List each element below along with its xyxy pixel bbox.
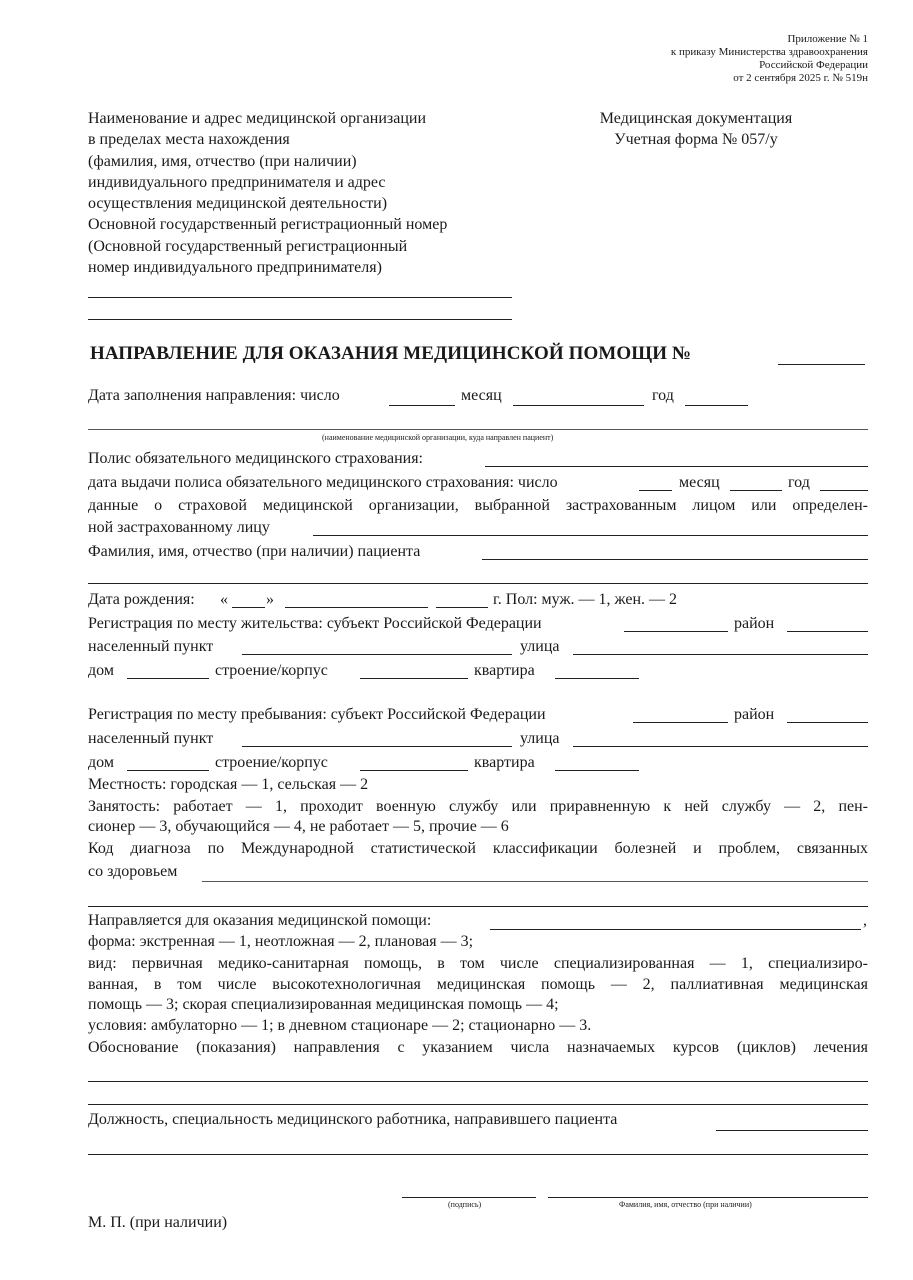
signature-field[interactable] (402, 1197, 536, 1198)
stay-apartment-field[interactable] (555, 770, 639, 771)
insurer-label-line-1: данные о страховой медицинской организации, выбранной застрахованным лицом или определен- (88, 497, 868, 514)
patient-name-field-2[interactable] (88, 583, 868, 584)
position-label: Должность, специальность медицинского работника, направившего пациента (88, 1111, 618, 1128)
fill-month-field[interactable] (513, 405, 644, 406)
appendix-line-1: Приложение № 1 (787, 33, 868, 45)
destination-org-caption: (наименование медицинской организации, куда направлен пациент) (322, 433, 554, 442)
residence-street-field[interactable] (573, 654, 868, 655)
stay-district-field[interactable] (787, 722, 868, 723)
justification-field-2[interactable] (88, 1104, 868, 1105)
org-line: индивидуального предпринимателя и адрес (88, 173, 386, 191)
insurer-label-line-2: ной застрахованному лицу (88, 519, 270, 536)
policy-issue-day-field[interactable] (639, 490, 672, 491)
birth-label: Дата рождения: (88, 591, 195, 608)
referral-form: форма: экстренная — 1, неотложная — 2, плановая — 3; (88, 933, 474, 950)
referral-kind-line-3: помощь — 3; скорая специализированная медицинская помощь — 4; (88, 996, 559, 1013)
residence-district-field[interactable] (787, 631, 868, 632)
birth-month-field[interactable] (285, 607, 428, 608)
stay-house-label: дом (88, 754, 114, 771)
referral-justification-label: Обоснование (показания) направления с указанием числа назначаемых курсов (циклов) лечения (88, 1039, 868, 1056)
employment-line-1: Занятость: работает — 1, проходит военную службу или приравненную к ней службу — 2, пен- (88, 798, 868, 815)
doc-type-line-1: Медицинская документация (599, 110, 793, 127)
policy-field[interactable] (485, 466, 868, 467)
appendix-line-4: от 2 сентября 2025 г. № 519н (733, 72, 868, 84)
diagnosis-field-2[interactable] (88, 906, 868, 907)
patient-name-field[interactable] (482, 559, 868, 560)
residence-subject-field[interactable] (624, 631, 728, 632)
destination-org-field[interactable] (88, 429, 868, 430)
stay-street-label: улица (520, 730, 560, 747)
policy-issue-month-label: месяц (679, 474, 720, 491)
referral-comma: , (863, 912, 867, 929)
signer-name-caption: Фамилия, имя, отчество (при наличии) (619, 1200, 752, 1209)
stay-building-field[interactable] (360, 770, 468, 771)
policy-issue-month-field[interactable] (730, 490, 782, 491)
signature-caption: (подпись) (448, 1200, 482, 1209)
document-type (585, 108, 807, 150)
stamp-label: М. П. (при наличии) (88, 1214, 228, 1231)
residence-house-field[interactable] (127, 678, 209, 679)
stay-building-label: строение/корпус (215, 754, 328, 771)
referral-label: Направляется для оказания медицинской помощи: (88, 912, 432, 929)
doc-type-line-2: Учетная форма № 057/у (614, 131, 778, 148)
policy-issue-label: дата выдачи полиса обязательного медицинского страхования: число (88, 474, 558, 491)
residence-district-label: район (734, 615, 775, 632)
organization-block (88, 108, 447, 278)
stay-street-field[interactable] (573, 746, 868, 747)
diagnosis-line-2: со здоровьем (88, 863, 178, 880)
policy-issue-year-field[interactable] (820, 490, 868, 491)
referral-conditions: условия: амбулаторно — 1; в дневном стационаре — 2; стационарно — 3. (88, 1017, 592, 1034)
fill-year-label: год (652, 387, 674, 404)
referral-field[interactable] (490, 929, 861, 930)
referral-kind-line-1: вид: первичная медико-санитарная помощь, в том числе специализированная — 1, специализиро- (88, 955, 868, 972)
residence-settlement-label: населенный пункт (88, 638, 214, 655)
birth-year-field[interactable] (436, 607, 488, 608)
stay-settlement-field[interactable] (242, 746, 512, 747)
residence-apartment-field[interactable] (555, 678, 639, 679)
stay-label: Регистрация по месту пребывания: субъект Российской Федерации (88, 706, 546, 723)
birth-close-quote: » (266, 591, 274, 608)
referral-kind-line-2: ванная, в том числе высокотехнологичная медицинская помощь — 2, паллиативная медицинская (88, 976, 868, 993)
stay-apartment-label: квартира (474, 754, 535, 771)
org-line: Основной государственный регистрационный номер (88, 216, 448, 234)
employment-line-2: сионер — 3, обучающийся — 4, не работает — 5, прочие — 6 (88, 818, 509, 835)
justification-field-1[interactable] (88, 1081, 868, 1082)
diagnosis-field[interactable] (202, 881, 868, 882)
org-line: осуществления медицинской деятельности) (88, 195, 388, 213)
stay-house-field[interactable] (127, 770, 209, 771)
fill-date-label: Дата заполнения направления: число (88, 387, 340, 404)
org-line: Наименование и адрес медицинской организации (88, 110, 427, 127)
fill-year-field[interactable] (685, 405, 748, 406)
referral-number-field[interactable] (778, 364, 865, 365)
stay-district-label: район (734, 706, 775, 723)
org-line: номер индивидуального предпринимателя) (88, 259, 382, 277)
residence-street-label: улица (520, 638, 560, 655)
stay-subject-field[interactable] (633, 722, 728, 723)
position-field-2[interactable] (88, 1154, 868, 1155)
org-field-1[interactable] (88, 297, 512, 298)
org-line: (фамилия, имя, отчество (при наличии) (88, 152, 357, 170)
org-line: в пределах места нахождения (88, 131, 290, 149)
fill-day-field[interactable] (389, 405, 455, 406)
fill-month-label: месяц (461, 387, 502, 404)
diagnosis-line-1: Код диагноза по Международной статистической классификации болезней и проблем, связанных (88, 840, 868, 857)
position-field[interactable] (716, 1130, 868, 1131)
stay-settlement-label: населенный пункт (88, 730, 214, 747)
residence-label: Регистрация по месту жительства: субъект Российской Федерации (88, 615, 542, 632)
policy-issue-year-label: год (788, 474, 810, 491)
page-title: НАПРАВЛЕНИЕ ДЛЯ ОКАЗАНИЯ МЕДИЦИНСКОЙ ПОМОЩИ № (90, 343, 692, 364)
appendix-line-2: к приказу Министерства здравоохранения (670, 46, 868, 58)
appendix-line-3: Российской Федерации (759, 59, 868, 71)
policy-label: Полис обязательного медицинского страхования: (88, 450, 423, 467)
org-line: (Основной государственный регистрационный (88, 237, 408, 255)
residence-apartment-label: квартира (474, 662, 535, 679)
org-field-2[interactable] (88, 319, 512, 320)
birth-day-field[interactable] (232, 607, 265, 608)
signer-name-field[interactable] (548, 1197, 868, 1198)
residence-house-label: дом (88, 662, 114, 679)
patient-name-label: Фамилия, имя, отчество (при наличии) пациента (88, 543, 421, 560)
locality-label: Местность: городская — 1, сельская — 2 (88, 776, 369, 793)
residence-settlement-field[interactable] (242, 654, 512, 655)
insurer-field[interactable] (313, 535, 868, 536)
residence-building-label: строение/корпус (215, 662, 328, 679)
residence-building-field[interactable] (360, 678, 468, 679)
birth-open-quote: « (220, 591, 228, 608)
birth-sex-label: г. Пол: муж. — 1, жен. — 2 (493, 591, 678, 608)
